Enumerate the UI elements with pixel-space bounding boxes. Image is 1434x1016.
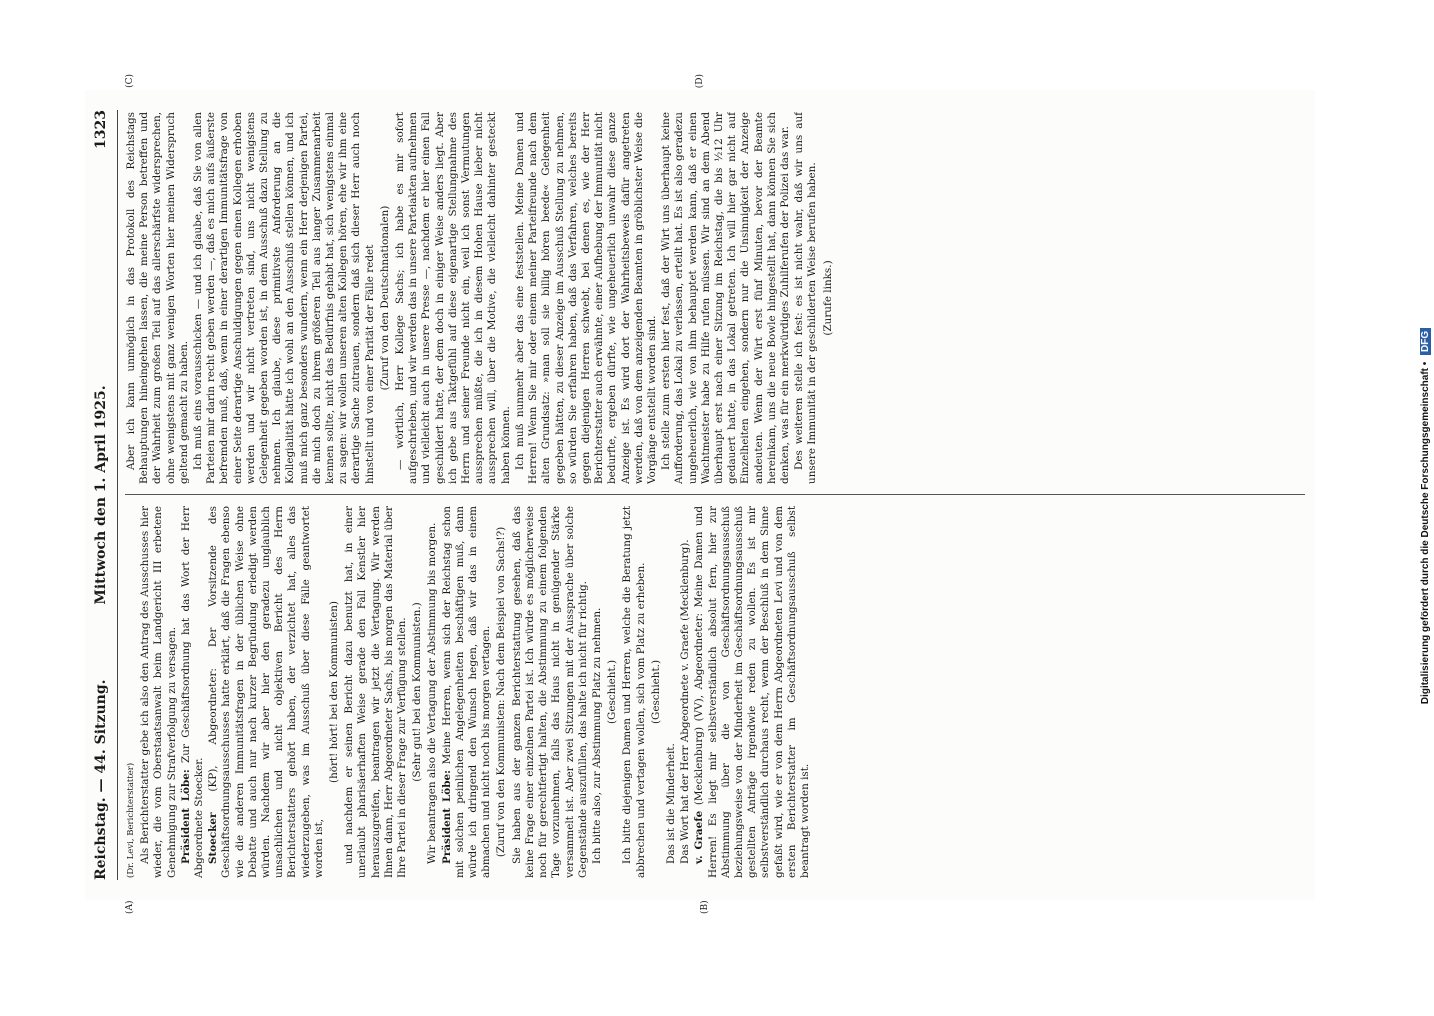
speaker-name: Stoecker xyxy=(207,812,220,864)
interjection: (hört! hört! bei den Kommunisten) xyxy=(328,601,341,783)
page-header xyxy=(93,110,118,880)
header-date: Mittwoch den 1. April 1925. xyxy=(93,385,109,605)
margin-tag-c: (C) xyxy=(125,74,135,88)
interjection: (Geschieht.) xyxy=(649,659,662,725)
paragraph: Wir beantragen also die Vertagung der Abstimmung bis morgen. xyxy=(426,522,439,864)
speech-text: (Mecklenburg) (VV), Abgeordneter: Meine Damen und Herren! Es liegt mir selbstverständlich absolut fern, hier zur Abstimmung über die von Geschäftsordnungsausschuß beziehungsweise von der Minderheit im Geschäftsordnungsausschuß gestellten Anträge irgendwie reden zu wollen. Es ist mir selbstverständlich durchaus recht, wenn der Beschluß in dem Sinne gefaßt wird, wie er von dem Herrn Abgeordneten Levi und von dem ersten Berichterstatter im Geschäftsordnungsausschuß selbst beantragt worden ist. xyxy=(693,506,811,878)
interjection: (Zurufe links.) xyxy=(821,260,834,336)
paragraph: Das ist die Minderheit. xyxy=(664,743,677,864)
margin-tag-a: (A) xyxy=(125,900,135,914)
digitization-credit xyxy=(1420,8,1434,1008)
dfg-logo: DFG xyxy=(1420,328,1431,355)
scanned-page xyxy=(85,74,1315,914)
right-column xyxy=(125,112,1305,484)
paragraph: Als Berichterstatter gebe ich also den Antrag des Ausschusses hier wieder, die vom Oberstaatsanwalt beim Landgericht III erbetene Genehmigung zur Strafverfolgung zu versagen. xyxy=(139,506,178,878)
paragraph: und nachdem er seinen Bericht dazu benutzt hat, in einer unerlaubt pharisäerhaften Weise gerade den Fall Kenstler hier herauszugreifen, beantragen wir jetzt die Vertagung. Wir werden Ihnen dann, Herr Abgeordneter Sachs, bis morgen das Material über Ihre Partei in dieser Frage zur Verfügung stellen. xyxy=(343,506,409,878)
left-column xyxy=(125,506,1305,878)
speech-text: (KP), Abgeordneter: Der Vorsitzende des Geschäftsordnungsausschusses hatte erklärt, daß die Fragen ebenso wie die anderen Immunitätsfragen in der üblichen Weise ohne Debatte und auch nur nach kurzer Begründung erledigt werden würden. Nachdem wir aber hier den geradezu unglaublich unsachlichen und nicht objektiven Bericht des Herrn Berichterstatters gehört haben, der verzichtet hat, alles das wiederzugeben, was im Ausschuß über diese Fälle geantwortet worden ist, xyxy=(207,506,325,878)
interjection: (Zuruf von den Deutschnationalen) xyxy=(378,205,391,391)
header-session: Reichstag. — 44. Sitzung. xyxy=(93,679,109,880)
interjection: (Geschieht.) xyxy=(606,659,619,725)
paragraph: Ich stelle zum ersten hier fest, daß der Wirt uns überhaupt keine Aufforderung, das Lokal zu verlassen, erteilt hat. Es ist also geradezu ungeheuerlich, wie von ihm behauptet werden kann, daß er einen Wachtmeister habe zu Hilfe rufen müssen. Wir sind an dem Abend überhaupt erst nach einer Sitzung im Reichstag, die bis ½12 Uhr gedauert hatte, in das Lokal getreten. Ich will hier gar nicht auf Einzelheiten eingehen, sondern nur die Unsinnigkeit der Anzeige andeuten. Wenn der Wirt erst fünf Minuten, bevor der Beamte hereinkam, uns die neue Bowle hingestellt hat, dann können Sie sich denken, was für ein merkwürdiges Zuhilferufen der Polizei das war. xyxy=(660,112,791,484)
margin-tag-d: (D) xyxy=(695,74,705,89)
paragraph xyxy=(441,506,494,878)
speaker-name: Präsident Löbe: xyxy=(179,769,192,864)
paragraph: Sie haben aus der ganzen Berichterstattung gesehen, daß das keine Frage einer einzelnen Partei ist. Ich würde es möglicherweise noch für gerechtfertigt halten, die Abstimmung zu einem folgenden Tage vorzunehmen, falls das Haus nicht in genügender Stärke versammelt ist. Aber zwei Sitzungen mit der Aussprache über solche Gegenstände auszufüllen, das halte ich nicht für richtig. xyxy=(510,506,589,878)
rotated-page-content xyxy=(85,74,1315,914)
paragraph: Das Wort hat der Herr Abgeordnete v. Graefe (Mecklenburg). xyxy=(679,539,692,864)
margin-tag-b: (B) xyxy=(700,900,710,914)
paragraph: Ich muß eins vorausschicken — und ich glaube, daß Sie von allen Parteien mir darin recht geben werden —, daß es mich aufs äußerste befremden muß, daß, wenn in einer derartigen Immunitätsfrage von einer Seite derartige Anschuldigungen gegen einen Kollegen erhoben werden und wir nicht vertreten sind, uns nicht wenigstens Gelegenheit gegeben worden ist, in dem Ausschuß dazu Stellung zu nehmen. Ich glaube, diese primitivste Anforderung an die Kollegialität hätte ich wohl an den Ausschuß stellen können, und ich muß mich ganz besonders wundern, wenn ein Herr derjenigen Partei, die mich doch zu ihrem größeren Teil aus langer Zusammenarbeit kennen sollte, nicht das Bedürfnis gehabt hat, sich wenigstens einmal zu sagen: wir wollen unseren alten Kollegen hören, ehe wir ihm eine derartige Sache zutrauen, sondern daß sich dieser Herr auch noch hinstellt und von einer Parität der Fälle redet xyxy=(192,112,376,484)
interjection: (Zuruf von den Kommunisten: Nach dem Beispiel von Sachs!?) xyxy=(495,526,508,858)
paragraph: Ich bitte also, zur Abstimmung Platz zu nehmen. xyxy=(590,607,603,864)
paragraph: Ich bitte diejenigen Damen und Herren, welche die Beratung jetzt abbrechen und vertagen wollen, sich vom Platz zu erheben. xyxy=(621,506,647,878)
credit-text: Digitalisierung gefördert durch die Deutsche Forschungsgemeinschaft • xyxy=(1420,361,1431,705)
header-page-number: 1323 xyxy=(93,110,109,149)
speech-text: Zur Geschäftsordnung hat das Wort der Herr Abgeordnete Stoecker. xyxy=(179,506,206,878)
paragraph xyxy=(180,506,206,878)
paragraph xyxy=(207,506,326,878)
paragraph: Des weiteren stelle ich fest: es ist nicht wahr, daß wir uns auf unsere Immunität in der geschilderten Weise berufen haben. xyxy=(793,112,819,484)
paragraph: Aber ich kann unmöglich in das Protokoll des Reichstags Behauptungen hineingehen lassen, die meine Person betreffen und der Wahrheit zum großen Teil auf das allerschärfste widersprechen, ohne wenigstens mit ganz wenigen Worten hier meinen Widerspruch geltend gemacht zu haben. xyxy=(125,112,190,484)
speaker-name: Präsident Löbe: xyxy=(440,770,453,864)
speaker-continuation: (Dr. Levi, Berichterstatter) xyxy=(126,762,136,878)
column-divider xyxy=(125,494,1305,495)
paragraph xyxy=(693,506,812,878)
interjection: (Sehr gut! bei den Kommunisten.) xyxy=(411,602,424,782)
paragraph: — wörtlich, Herr Kollege Sachs; ich habe es mir sofort aufgeschrieben, und wir werden das in unsere Parteiakten aufnehmen und vielleicht auch in unsere Presse —, nachdem er hier einen Fall geschildert hatte, der dem doch in einiger Weise anders liegt. Aber ich gebe aus Taktgefühl auf diese eigenartige Stellungnahme des Herrn und seiner Freunde nicht ein, weil ich sonst Vermutungen aussprechen müßte, die ich in diesem Hohen Hause lieber nicht aussprechen will, über die Motive, die vielleicht dahinter gesteckt haben können. xyxy=(394,112,512,484)
speech-text: Meine Herren, wenn sich der Reichstag schon mit solchen peinlichen Angelegenheiten beschäftigen muß, dann würde ich dringend den Wunsch hegen, daß wir das in einem abmachen und nicht noch bis morgen vertagen. xyxy=(440,506,493,878)
paragraph: Ich muß nunmehr aber das eine feststellen. Meine Damen und Herren! Wenn Sie mir oder einem meiner Parteifreunde nach dem alten Grundsatz: »man soll sie billig hören beede« Gelegenheit gegeben hätten, zu dieser Anzeige im Ausschuß Stellung zu nehmen, so würden Sie erfahren haben, daß das Verfahren, welches bereits gegen diejenigen Herren schwebt, bei denen es, wie der Herr Berichterstatter auch erwähnte, einer Aufhebung der Immunität nicht bedurfte, ergeben dürfte, wie ungeheuerlich unwahr diese ganze Anzeige ist. Es wird dort der Wahrheitsbeweis dafür angetreten werden, daß von dem anzeigenden Beamten in gröblichster Weise die Vorgänge entstellt worden sind. xyxy=(513,112,658,484)
speaker-name: v. Graefe xyxy=(693,810,706,864)
